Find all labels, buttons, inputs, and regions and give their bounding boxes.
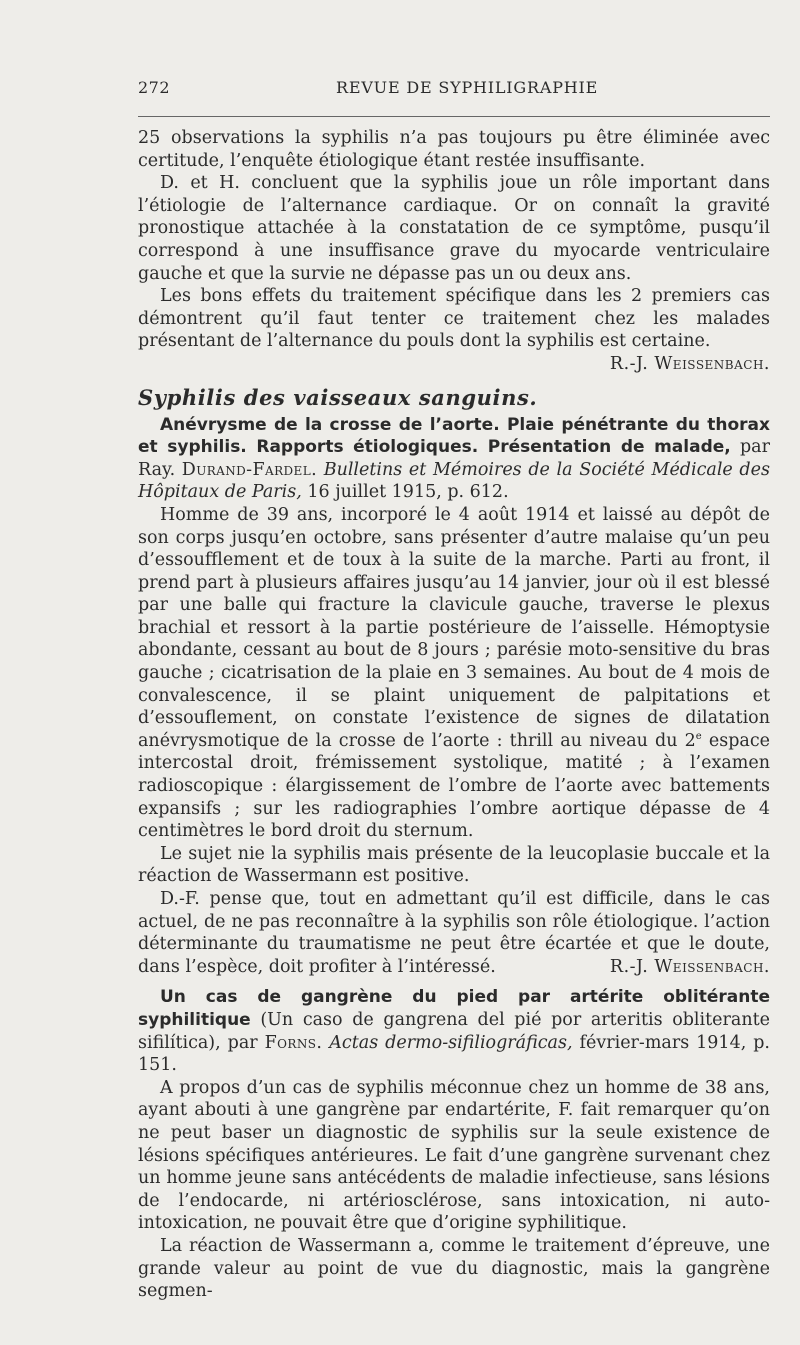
- superscript: e: [695, 731, 702, 743]
- paragraph-text: Les bons effets du traitement spécifique dans les 2 premiers cas démontrent qu’il faut tenter ce traitement chez les malades présentant de l’alternance du pouls dont la syphilis est certaine.: [138, 286, 770, 352]
- page-number: 272: [138, 78, 171, 97]
- paragraph: 25 observations la syphilis n’a pas toujours pu être éliminée avec certitude, l’enquête étiologique étant restée insuffisante.: [138, 128, 770, 171]
- text-body: [138, 127, 770, 1303]
- article-authors: Forns.: [264, 1032, 323, 1053]
- running-title: REVUE DE SYPHILIGRAPHIE: [336, 78, 599, 97]
- paragraph: La réaction de Wassermann a, comme le traitement d’épreuve, une grande valeur au point de vue du diagnostic, mais la gangrène segmen-: [138, 1235, 770, 1302]
- paragraph: [138, 285, 770, 375]
- signature: R.-J. Weissenbach.: [609, 956, 770, 977]
- journal-name: Bulletins et Mémoires de la Société Médicale des Hôpitaux de Paris,: [138, 459, 770, 503]
- article-original-title: (Un caso de gangrena del pié por arteritis obliterante sifilítica), par: [138, 1009, 770, 1053]
- section-heading: Syphilis des vaisseaux sanguins.: [138, 384, 538, 410]
- article-par: par Ray.: [138, 437, 770, 480]
- paragraph: [138, 504, 770, 843]
- article-title: Un cas de gangrène du pied par artérite oblitérante syphilitique: [138, 987, 770, 1030]
- article-reference: [138, 986, 770, 1076]
- article-title: Anévrysme de la crosse de l’aorte. Plaie pénétrante du thorax et syphilis. Rapports étiologiques. Présentation de malade,: [138, 414, 770, 458]
- paragraph-text: espace intercostal droit, frémissement systolique, matité ; à l’examen radioscopique : élargissement de l’ombre de l’aorte avec battements expansifs ; sur les radiographies l’ombre aortique dépasse de 4 centimètres le bord droit du sternum.: [138, 730, 770, 842]
- paragraph: A propos d’un cas de syphilis méconnue chez un homme de 38 ans, ayant abouti à une gangrène par endartérite, F. fait remarquer qu’on ne peut baser un diagnostic de syphilis sur la seule existence de lésions spécifiques antérieures. Le fait d’une gangrène survenant chez un homme jeune sans antécédents de maladie infectieuse, sans lésions de l’endocarde, ni artériosclérose, sans intoxication, ni auto-intoxication, ne pouvait être que d’origine syphilitique.: [138, 1077, 770, 1234]
- paragraph: [138, 888, 770, 978]
- article-reference: [138, 414, 770, 504]
- paragraph: Le sujet nie la syphilis mais présente de la leucoplasie buccale et la réaction de Wassermann est positive.: [138, 843, 770, 887]
- signature: R.-J. Weissenbach.: [609, 353, 770, 374]
- header-rule: [138, 116, 770, 117]
- article-date: 16 juillet 1915, p. 612.: [307, 482, 509, 503]
- running-header: [138, 78, 770, 104]
- article-date: février-mars 1914, p. 151.: [138, 1032, 770, 1076]
- paragraph-text: D.-F. pense que, tout en admettant qu’il est difficile, dans le cas actuel, de ne pas reconnaître à la syphilis son rôle étiologique. l’action déterminante du traumatisme ne peut être écartée et que le doute, dans l’espèce, doit profiter à l’intéressé.: [138, 889, 770, 977]
- article-authors: Durand-Fardel.: [181, 459, 318, 480]
- paragraph-text: Homme de 39 ans, incorporé le 4 août 1914 et laissé au dépôt de son corps jusqu’en octobre, sans présenter d’autre malaise qu’un peu d’essoufflement et de toux à la suite de la marche. Parti au front, il prend part à plusieurs affaires jusqu’au 14 janvier, jour où il est blessé par une balle qui fracture la clavicule gauche, traverse le plexus brachial et ressort à la partie postérieure de l’aisselle. Hémoptysie abondante, cessant au bout de 8 jours ; parésie moto-sensitive du bras gauche ; cicatrisation de la plaie en 3 semaines. Au bout de 4 mois de convalescence, il se plaint uniquement de palpitations et d’essouflement, on constate l’existence de signes de dilatation anévrysmotique de la crosse de l’aorte : thrill au niveau du 2: [138, 504, 770, 751]
- journal-name: Actas dermo-sifiliográficas,: [329, 1032, 573, 1053]
- paragraph: D. et H. concluent que la syphilis joue un rôle important dans l’étiologie de l’alternance cardiaque. Or on connaît la gravité pronostique attachée à la constatation de ce symptôme, pusqu’il correspond à une insuffisance grave du myocarde ventriculaire gauche et que la survie ne dépasse pas un ou deux ans.: [138, 173, 770, 284]
